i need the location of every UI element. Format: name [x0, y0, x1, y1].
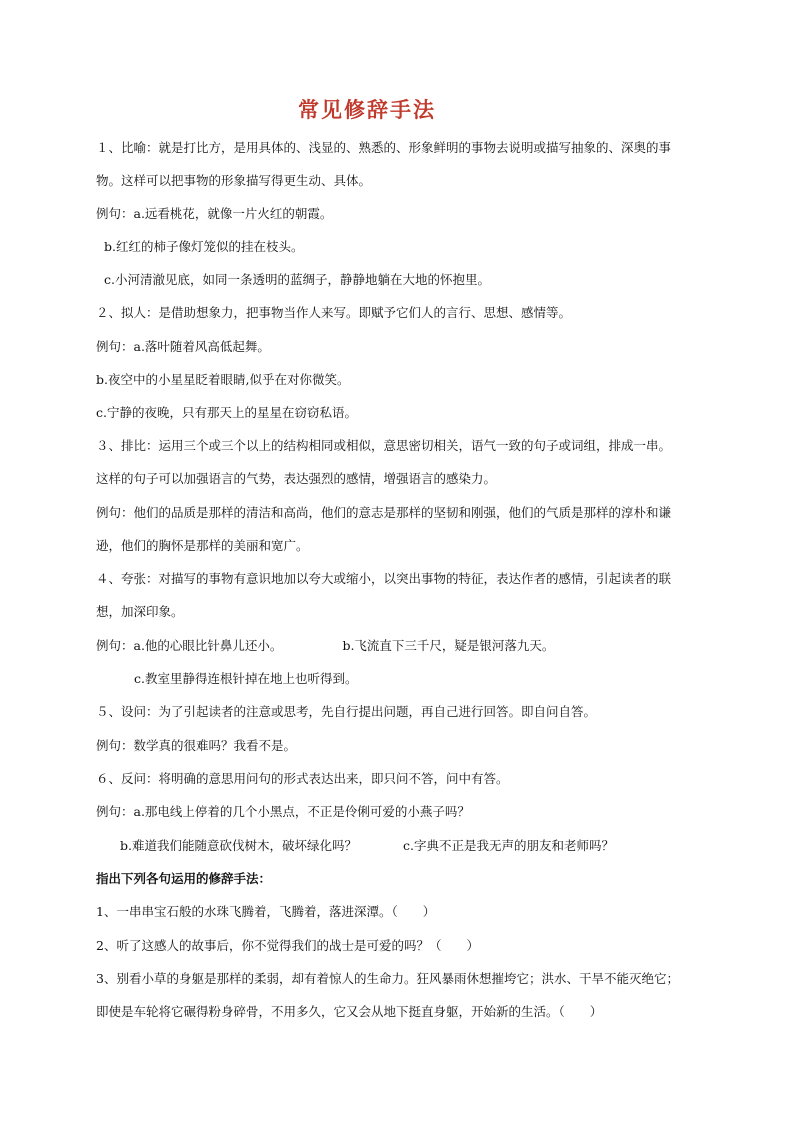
paragraph-line: ４、夸张：对描写的事物有意识地加以夸大或缩小，以突出事物的特征，表达作者的感情，引起读者的联: [96, 571, 672, 586]
example-b: b.难道我们能随意砍伐树木，破坏绿化吗？: [120, 838, 357, 853]
page-title: 常见修辞手法: [298, 97, 436, 122]
paragraph-line: ３、排比：运用三个或三个以上的结构相同或相似，意思密切相关，语气一致的句子或词组，排成一串。: [96, 438, 672, 453]
exercise-item: 即使是车轮将它碾得粉身碎骨，不用多久，它又会从地下挺直身躯，开始新的生活。（ ）: [96, 1004, 603, 1019]
paragraph-line: 想，加深印象。: [96, 604, 184, 619]
exercise-item: 2、听了这感人的故事后，你不觉得我们的战士是可爱的吗？（ ）: [96, 938, 479, 953]
example-c: c.字典不正是我无声的朋友和老师吗？: [402, 838, 614, 853]
paragraph-line: b.红红的柿子像灯笼似的挂在枝头。: [104, 239, 304, 254]
paragraph-line: 逊，他们的胸怀是那样的美丽和宽广。: [96, 538, 309, 553]
paragraph-line: c.小河清澈见底，如同一条透明的蓝绸子，静静地躺在大地的怀抱里。: [104, 272, 490, 287]
example-row: [120, 837, 768, 855]
paragraph-line: 这样的句子可以加强语言的气势，表达强烈的感情，增强语言的感染力。: [96, 471, 497, 486]
paragraph-line: ５、设问：为了引起读者的注意或思考，先自行提出问题，再自己进行回答。即自问自答。: [96, 704, 597, 719]
example-b: b.飞流直下三千尺，疑是银河落九天。: [342, 638, 555, 653]
paragraph-line: 物。这样可以把事物的形象描写得更生动、具体。: [96, 173, 372, 188]
paragraph-line: 例句：a.远看桃花，就像一片火红的朝霞。: [96, 206, 333, 221]
exercise-item: 1、一串串宝石般的水珠飞腾着，飞腾着，落进深潭。（ ）: [96, 904, 436, 919]
paragraph-line: 例句：他们的品质是那样的清洁和高尚，他们的意志是那样的坚韧和刚强，他们的气质是那样的淳朴和谦: [96, 505, 672, 520]
paragraph-line: ６、反问：将明确的意思用问句的形式表达出来，即只问不答，问中有答。: [96, 771, 509, 786]
paragraph-line: c.教室里静得连根针掉在地上也听得到。: [134, 671, 358, 686]
paragraph-line: c.宁静的夜晚，只有那天上的星星在窃窃私语。: [96, 405, 357, 420]
example-row: [96, 637, 744, 655]
paragraph-line: 例句：a.落叶随着风高低起舞。: [96, 339, 270, 354]
paragraph-line: 例句：a.那电线上停着的几个小黑点，不正是伶俐可爱的小燕子吗？: [96, 804, 470, 819]
paragraph-line: １、比喻：就是打比方，是用具体的、浅显的、熟悉的、形象鲜明的事物去说明或描写抽象的、深奥的事: [96, 140, 672, 155]
paragraph-line: ２、拟人：是借助想象力，把事物当作人来写。即赋予它们人的言行、思想、感情等。: [96, 305, 572, 320]
paragraph-line: b.夜空中的小星星眨着眼睛,似乎在对你微笑。: [96, 372, 350, 387]
exercise-item: 3、别看小草的身躯是那样的柔弱，却有着惊人的生命力。狂风暴雨休想摧垮它；洪水、干旱不能灭绝它；: [96, 971, 679, 986]
exercise-heading: 指出下列各句运用的修辞手法：: [96, 871, 272, 886]
example-a: 例句：a.他的心眼比针鼻儿还小。: [96, 638, 283, 653]
paragraph-line: 例句：数学真的很难吗？我看不是。: [96, 738, 297, 753]
